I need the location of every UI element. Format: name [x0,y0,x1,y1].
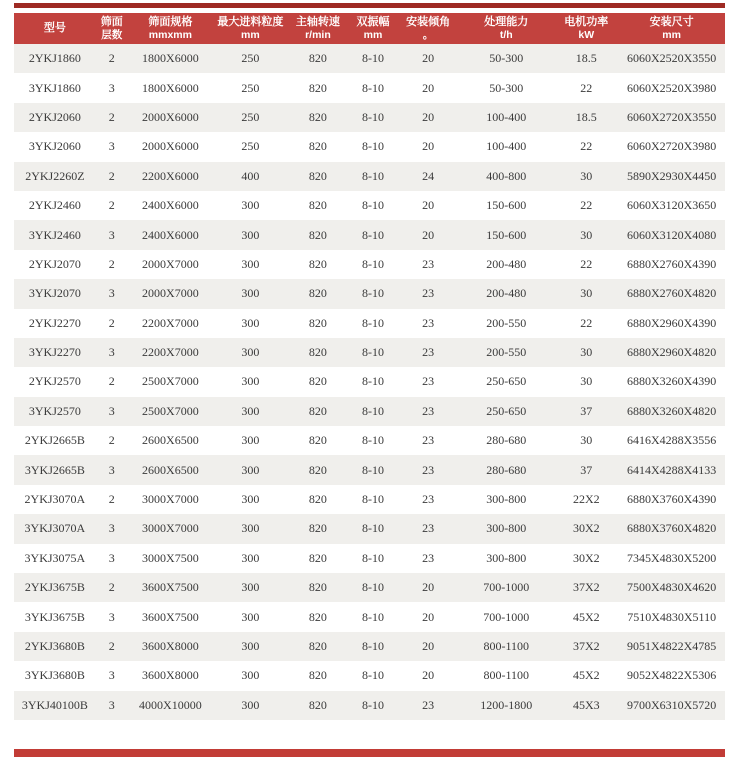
column-header-2 [128,13,213,44]
cell: 820 [308,227,327,242]
table-row [14,132,725,161]
cell: 2YKJ2665B [24,433,85,448]
cell: 3 [108,345,115,360]
cell: 20 [422,51,435,66]
table-row [14,514,725,543]
cell: 3000X7000 [142,492,199,507]
table-row [14,338,725,367]
cell: 820 [308,521,327,536]
cell: 8-10 [361,345,384,360]
cell: 100-400 [486,109,527,124]
table-row [14,367,725,396]
cell: 22 [580,256,593,271]
cell: 2400X6000 [142,227,199,242]
cell: 23 [422,374,435,389]
cell: 3 [108,139,115,154]
cell: 23 [422,462,435,477]
cell: 250 [241,139,260,154]
cell: 3YKJ2570 [28,403,81,418]
column-header-0 [14,13,96,44]
cell: 22 [580,139,593,154]
cell: 37X2 [572,639,600,653]
table-row [14,191,725,220]
cell: 3YKJ2060 [28,139,81,154]
cell: 3600X8000 [142,668,199,683]
cell: 8-10 [361,256,384,271]
column-header-label: 电机功率 [564,15,609,28]
cell: 37 [580,403,593,418]
cell: 2200X7000 [142,315,199,330]
table-row [14,73,725,102]
cell: 8-10 [361,639,384,653]
cell: 45X2 [572,668,600,683]
column-header-label: 安装尺寸 [649,15,694,28]
cell: 2 [108,374,115,389]
cell: 700-1000 [483,580,530,595]
cell: 3000X7500 [142,550,199,565]
cell: 3 [108,462,115,477]
cell: 2YKJ3070A [24,492,86,507]
cell: 30 [580,227,593,242]
table-row [14,426,725,455]
cell: 6880X2760X4820 [626,286,717,301]
table-row [14,250,725,279]
cell: 2 [108,256,115,271]
column-header-unit: mm [241,28,260,41]
cell: 300 [241,609,260,624]
cell: 300 [241,697,260,712]
cell: 2YKJ3680B [24,639,85,653]
cell: 820 [308,256,327,271]
cell: 820 [308,403,327,418]
cell: 3YKJ2070 [28,286,81,301]
cell: 6880X2960X4390 [626,315,717,330]
cell: 820 [308,168,327,183]
cell: 20 [422,139,435,154]
cell: 2200X7000 [142,345,199,360]
cell: 820 [308,374,327,389]
column-header-5 [348,13,398,44]
cell: 20 [422,609,435,624]
cell: 150-600 [486,227,527,242]
cell: 7500X4830X4620 [626,580,717,595]
cell: 23 [422,492,435,507]
cell: 300 [241,256,260,271]
cell: 2200X6000 [142,168,199,183]
column-header-unit: mm [662,28,681,41]
cell: 300 [241,403,260,418]
column-header-9 [618,13,725,44]
column-header-4 [288,13,348,44]
cell: 2 [108,168,115,183]
cell: 3YKJ2460 [28,227,81,242]
cell: 300 [241,521,260,536]
cell: 37 [580,462,593,477]
cell: 3 [108,403,115,418]
cell: 7510X4830X5110 [627,609,717,624]
cell: 250-650 [486,374,527,389]
cell: 300-800 [486,550,527,565]
column-header-unit: kW [578,28,595,41]
cell: 3 [108,80,115,95]
table-row [14,691,725,720]
cell: 2YKJ2570 [28,374,81,389]
cell: 3YKJ2665B [24,462,85,477]
cell: 23 [422,286,435,301]
cell: 20 [422,198,435,213]
cell: 9051X4822X4785 [626,639,717,653]
bottom-accent-bar [14,749,725,757]
cell: 20 [422,80,435,95]
column-header-unit: t/h [499,28,513,41]
table-row [14,44,725,73]
cell: 820 [308,492,327,507]
cell: 1200-1800 [480,697,533,712]
cell: 820 [308,315,327,330]
column-header-label: 处理能力 [484,15,529,28]
cell: 820 [308,80,327,95]
cell: 6060X2720X3980 [626,139,717,154]
cell: 8-10 [361,609,384,624]
cell: 22 [580,315,593,330]
cell: 300 [241,227,260,242]
cell: 2000X7000 [142,286,199,301]
column-header-label: 主轴转速 [295,15,340,28]
table-row [14,544,725,573]
cell: 2 [108,639,115,653]
cell: 2YKJ2070 [28,256,81,271]
cell: 20 [422,109,435,124]
cell: 3 [108,550,115,565]
cell: 300 [241,374,260,389]
cell: 820 [308,139,327,154]
cell: 2YKJ2260Z [25,168,85,183]
cell: 6880X3760X4390 [626,492,717,507]
cell: 9052X4822X5306 [626,668,717,683]
column-header-1 [96,13,128,44]
cell: 22X2 [572,492,600,507]
cell: 820 [308,668,327,683]
cell: 1800X6000 [142,51,199,66]
cell: 6060X3120X4080 [626,227,717,242]
cell: 8-10 [361,109,384,124]
table-row [14,397,725,426]
cell: 23 [422,315,435,330]
table-row [14,485,725,514]
cell: 6416X4288X3556 [626,433,717,448]
table-row [14,661,725,690]
cell: 20 [422,580,435,595]
cell: 8-10 [361,286,384,301]
cell: 8-10 [361,550,384,565]
cell: 30 [580,168,593,183]
cell: 820 [308,550,327,565]
cell: 50-300 [489,80,524,95]
cell: 8-10 [361,492,384,507]
cell: 23 [422,521,435,536]
column-header-label: 最大进料粒度 [217,15,284,28]
cell: 2500X7000 [142,403,199,418]
cell: 8-10 [361,374,384,389]
cell: 300 [241,550,260,565]
cell: 2YKJ1860 [28,51,81,66]
cell: 700-1000 [483,609,530,624]
cell: 30X2 [572,550,600,565]
cell: 8-10 [361,433,384,448]
cell: 9700X6310X5720 [626,697,717,712]
cell: 300 [241,345,260,360]
cell: 300 [241,198,260,213]
column-header-unit: 层数 [101,28,123,41]
cell: 300-800 [486,492,527,507]
cell: 300 [241,492,260,507]
cell: 3600X7500 [142,609,199,624]
cell: 800-1100 [483,668,530,683]
spec-table [14,13,725,720]
cell: 3YKJ3075A [24,550,86,565]
cell: 2YKJ2460 [28,198,81,213]
table-row [14,162,725,191]
cell: 800-1100 [483,639,530,653]
cell: 2 [108,51,115,66]
cell: 300 [241,286,260,301]
cell: 20 [422,668,435,683]
cell: 4000X10000 [139,697,202,712]
cell: 2600X6500 [142,462,199,477]
column-header-label: 双振幅 [356,15,390,28]
cell: 23 [422,256,435,271]
cell: 250 [241,109,260,124]
table-row [14,309,725,338]
cell: 8-10 [361,697,384,712]
cell: 2000X7000 [142,256,199,271]
cell: 820 [308,345,327,360]
cell: 23 [422,697,435,712]
cell: 6060X2520X3550 [626,51,717,66]
cell: 6880X2760X4390 [626,256,717,271]
cell: 8-10 [361,168,384,183]
cell: 820 [308,109,327,124]
cell: 400-800 [486,168,527,183]
cell: 8-10 [361,227,384,242]
cell: 6414X4288X4133 [626,462,717,477]
cell: 300-800 [486,521,527,536]
cell: 8-10 [361,403,384,418]
cell: 200-480 [486,286,527,301]
cell: 200-550 [486,345,527,360]
cell: 3 [108,697,115,712]
cell: 300 [241,580,260,595]
cell: 6880X3760X4820 [626,521,717,536]
cell: 2YKJ3675B [24,580,85,595]
table-row [14,103,725,132]
cell: 3000X7000 [142,521,199,536]
cell: 6060X2720X3550 [626,109,717,124]
table-row [14,632,725,661]
cell: 8-10 [361,139,384,154]
cell: 8-10 [361,521,384,536]
cell: 30 [580,374,593,389]
cell: 250-650 [486,403,527,418]
cell: 100-400 [486,139,527,154]
cell: 22 [580,80,593,95]
table-row [14,573,725,602]
cell: 3 [108,609,115,624]
cell: 3600X7500 [142,580,199,595]
cell: 23 [422,403,435,418]
cell: 200-480 [486,256,527,271]
cell: 280-680 [486,462,527,477]
cell: 6060X3120X3650 [626,198,717,213]
cell: 300 [241,433,260,448]
cell: 820 [308,462,327,477]
cell: 7345X4830X5200 [626,550,717,565]
cell: 3 [108,668,115,683]
cell: 820 [308,639,327,653]
cell: 2 [108,580,115,595]
column-header-unit: mm [363,28,383,41]
cell: 30 [580,433,593,448]
cell: 37X2 [572,580,600,595]
cell: 820 [308,580,327,595]
top-accent-bar [14,3,725,8]
cell: 45X2 [572,609,600,624]
cell: 20 [422,639,435,653]
cell: 50-300 [489,51,524,66]
cell: 250 [241,80,260,95]
cell: 2 [108,492,115,507]
cell: 3 [108,286,115,301]
cell: 200-550 [486,315,527,330]
cell: 820 [308,51,327,66]
cell: 20 [422,227,435,242]
cell: 250 [241,51,260,66]
column-header-unit: mmxmm [148,28,192,41]
cell: 3YKJ40100B [21,697,88,712]
column-header-3 [213,13,288,44]
column-header-7 [458,13,554,44]
cell: 820 [308,697,327,712]
cell: 22 [580,198,593,213]
cell: 5890X2930X4450 [626,168,717,183]
cell: 2 [108,109,115,124]
cell: 280-680 [486,433,527,448]
table-row [14,455,725,484]
cell: 23 [422,345,435,360]
column-header-unit: r/min [305,28,331,41]
cell: 2 [108,198,115,213]
cell: 2000X6000 [142,139,199,154]
cell: 8-10 [361,80,384,95]
cell: 24 [422,168,435,183]
cell: 300 [241,315,260,330]
cell: 3YKJ3675B [24,609,85,624]
cell: 8-10 [361,462,384,477]
cell: 23 [422,433,435,448]
column-header-label: 筛面 [100,15,123,28]
cell: 820 [308,198,327,213]
column-header-6 [398,13,458,44]
cell: 300 [241,639,260,653]
cell: 2000X6000 [142,109,199,124]
cell: 820 [308,609,327,624]
cell: 23 [422,550,435,565]
cell: 30 [580,345,593,360]
cell: 3YKJ1860 [28,80,81,95]
cell: 6880X2960X4820 [626,345,717,360]
column-header-label: 筛面规格 [148,15,193,28]
column-header-8 [554,13,618,44]
column-header-label: 安装倾角 [406,15,451,28]
cell: 300 [241,462,260,477]
cell: 300 [241,668,260,683]
cell: 18.5 [575,109,597,124]
cell: 30 [580,286,593,301]
cell: 3YKJ2270 [28,345,81,360]
table-row [14,220,725,249]
cell: 2500X7000 [142,374,199,389]
cell: 6880X3260X4820 [626,403,717,418]
cell: 150-600 [486,198,527,213]
cell: 18.5 [575,51,597,66]
table-row [14,279,725,308]
column-header-unit: 。 [422,28,434,41]
cell: 8-10 [361,580,384,595]
table-header-row [14,13,725,44]
cell: 8-10 [361,668,384,683]
cell: 2YKJ2060 [28,109,81,124]
cell: 3 [108,521,115,536]
cell: 3YKJ3070A [24,521,86,536]
cell: 8-10 [361,51,384,66]
cell: 8-10 [361,315,384,330]
cell: 2 [108,433,115,448]
cell: 2400X6000 [142,198,199,213]
cell: 3YKJ3680B [24,668,85,683]
cell: 30X2 [572,521,600,536]
cell: 3600X8000 [142,639,199,653]
cell: 2YKJ2270 [28,315,81,330]
cell: 2600X6500 [142,433,199,448]
cell: 820 [308,286,327,301]
cell: 6880X3260X4390 [626,374,717,389]
cell: 2 [108,315,115,330]
cell: 820 [308,433,327,448]
cell: 1800X6000 [142,80,199,95]
cell: 45X3 [572,697,600,712]
cell: 3 [108,227,115,242]
column-header-label: 型号 [43,22,66,34]
spec-table-container [14,13,725,720]
cell: 400 [241,168,260,183]
cell: 8-10 [361,198,384,213]
cell: 6060X2520X3980 [626,80,717,95]
table-row [14,602,725,631]
